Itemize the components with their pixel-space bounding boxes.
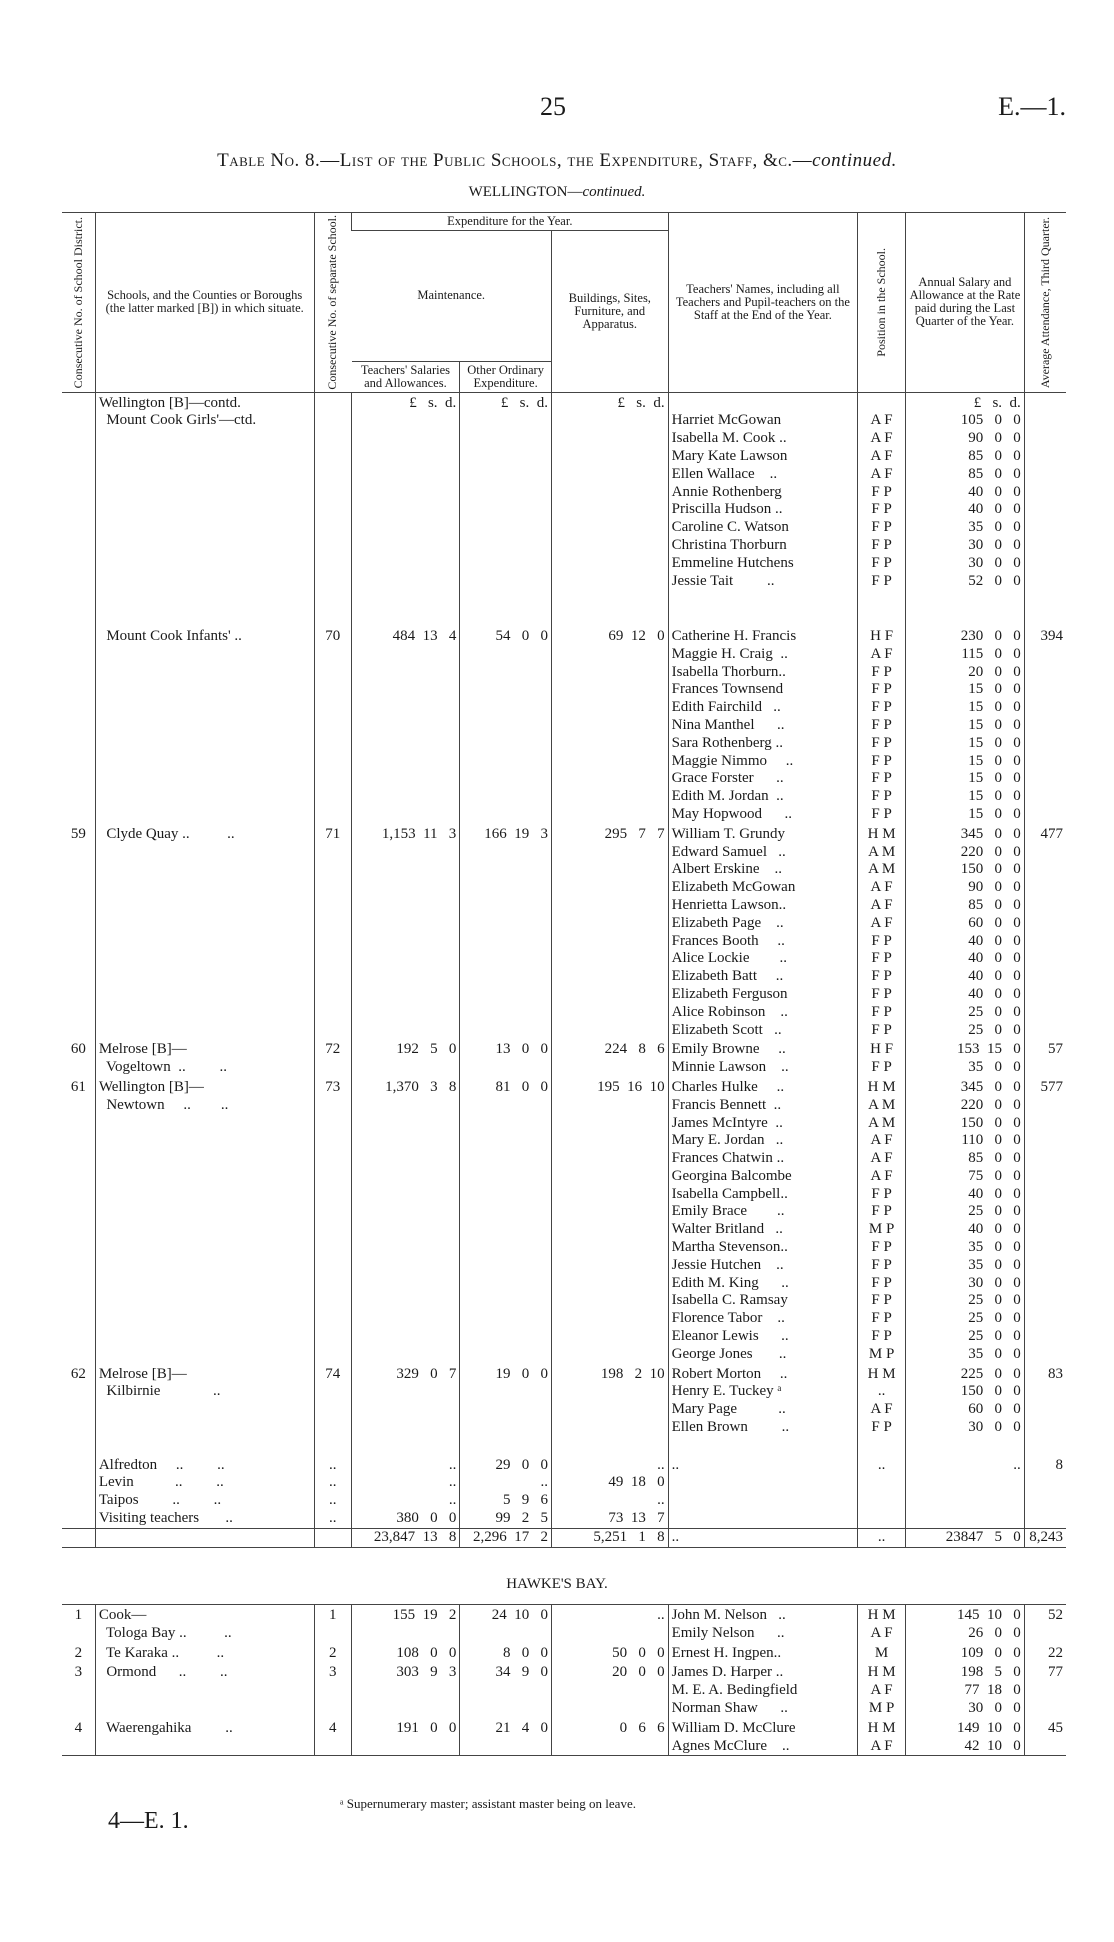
school-name-cell: Mount Cook Infants' ..: [95, 626, 314, 824]
school-name-cell: Wellington [B]— Newtown .. ..: [95, 1077, 314, 1364]
position-cell: H F F P: [858, 1039, 906, 1077]
table-row: [62, 1077, 1066, 1364]
total-attendance-cell: 8,243: [1024, 1528, 1066, 1547]
total-position-cell: ..: [858, 1528, 906, 1547]
attendance-cell: 83: [1024, 1364, 1066, 1437]
total-salary-cell: 23847 5 0: [906, 1528, 1025, 1547]
table-row: [62, 1643, 1066, 1663]
attendance-cell: 57: [1024, 1039, 1066, 1077]
district-no-cell: 62: [70, 1365, 86, 1382]
header-consec-school: Consecutive No. of separate School.: [314, 213, 351, 393]
school-no-cell: 72: [314, 1039, 351, 1077]
document-reference: E.—1.: [998, 92, 1066, 121]
teachers-salaries-cell: 191 0 0: [352, 1718, 460, 1756]
table-row: [62, 1662, 1066, 1717]
table-row: [62, 824, 1066, 1040]
other-expenditure-cell: 8 0 0: [460, 1643, 552, 1663]
table-row: [62, 1605, 1066, 1643]
other-expenditure-cell: 54 0 0: [460, 626, 552, 824]
school-no-cell: 4: [314, 1718, 351, 1756]
buildings-cell: 198 2 10: [551, 1364, 668, 1437]
wellington-table: [62, 212, 1066, 1548]
position-cell: H M A M A M A F A F A F F P F P F P F P F P F P: [858, 824, 906, 1040]
district-no-cell: [62, 1437, 95, 1528]
position-cell: H M A M A M A F A F A F F P F P M P F P F P F P F P F P F P M P: [858, 1077, 906, 1364]
salary-cell: 149 10 0 42 10 0: [906, 1718, 1025, 1756]
total-teacher-names-cell: ..: [668, 1528, 858, 1547]
teacher-names-cell: Catherine H. Francis Maggie H. Craig .. Isabella Thorburn.. Frances Townsend Edith Fairchild .. Nina Manthel .. Sara Rothenberg .. Maggie Nimmo .. Grace Forster .. Edith M. Jordan .. May Hopwood ..: [668, 626, 858, 824]
school-no-cell: 70: [314, 626, 351, 824]
school-name-cell: Cook— Tologa Bay .. ..: [95, 1605, 314, 1643]
salary-cell: 230 0 0 115 0 0 20 0 0 15 0 0 15 0 0 15 0 0 15 0 0 15 0 0 15 0 0 15 0 0 15 0 0: [906, 626, 1025, 824]
header-maintenance: Maintenance.: [352, 231, 552, 362]
teacher-names-cell: John M. Nelson .. Emily Nelson ..: [668, 1605, 858, 1643]
district-subtitle: [0, 184, 1114, 201]
teacher-names-cell: Harriet McGowan Isabella M. Cook .. Mary Kate Lawson Ellen Wallace .. Annie Rothenberg Priscilla Hudson .. Caroline C. Watson Christina Thorburn Emmeline Hutchens Jessie Tait ..: [668, 392, 858, 626]
position-cell: H M A F: [858, 1605, 906, 1643]
salary-cell: 109 0 0: [906, 1643, 1025, 1663]
district-no-cell: 59: [70, 825, 86, 842]
buildings-cell: ..: [551, 1605, 668, 1643]
teachers-salaries-cell: 1,370 3 8: [352, 1077, 460, 1364]
table-title: [0, 150, 1114, 172]
other-expenditure-cell: 34 9 0: [460, 1662, 552, 1717]
other-expenditure-cell: 81 0 0: [460, 1077, 552, 1364]
teachers-salaries-cell: 329 0 7: [352, 1364, 460, 1437]
buildings-cell: £ s. d.: [551, 392, 668, 626]
salary-cell: 225 0 0 150 0 0 60 0 0 30 0 0: [906, 1364, 1025, 1437]
teacher-names-cell: ..: [668, 1437, 858, 1528]
footnote: ᵃ Supernumerary master; assistant master being on leave.: [340, 1796, 636, 1811]
teachers-salaries-cell: 108 0 0: [352, 1643, 460, 1663]
header-schools: Schools, and the Counties or Boroughs (the latter marked [B]) in which situate.: [95, 213, 314, 393]
salary-cell: 345 0 0 220 0 0 150 0 0 90 0 0 85 0 0 60 0 0 40 0 0 40 0 0 40 0 0 40 0 0 25 0 0 25 0 0: [906, 824, 1025, 1040]
salary-cell: 153 15 0 35 0 0: [906, 1039, 1025, 1077]
table-row: [62, 1364, 1066, 1437]
buildings-cell: .. 49 18 0 .. 73 13 7: [551, 1437, 668, 1528]
teachers-salaries-cell: 484 13 4: [352, 626, 460, 824]
school-name-cell: Alfredton .. .. Levin .. .. Taipos .. .. Visiting teachers ..: [95, 1437, 314, 1528]
header-buildings: Buildings, Sites, Furniture, and Apparatus.: [551, 231, 668, 393]
hawkes-bay-body: [62, 1605, 1066, 1756]
attendance-cell: 577: [1024, 1077, 1066, 1364]
total-row: [62, 1528, 1066, 1547]
district-continued: continued.: [582, 184, 646, 200]
buildings-cell: 224 8 6: [551, 1039, 668, 1077]
school-no-cell: [314, 392, 351, 626]
school-name-cell: Waerengahika ..: [95, 1718, 314, 1756]
buildings-cell: 0 6 6: [551, 1718, 668, 1756]
school-name-cell: Ormond .. ..: [95, 1662, 314, 1717]
teachers-salaries-cell: 303 9 3: [352, 1662, 460, 1717]
salary-cell: 145 10 0 26 0 0: [906, 1605, 1025, 1643]
position-cell: M: [858, 1643, 906, 1663]
buildings-cell: 295 7 7: [551, 824, 668, 1040]
table-header: [62, 213, 1066, 393]
salary-cell: 345 0 0 220 0 0 150 0 0 110 0 0 85 0 0 75 0 0 40 0 0 25 0 0 40 0 0 35 0 0 35 0 0 30 0 0 25 0 0 25 0 0 25 0 0 35 0 0: [906, 1077, 1025, 1364]
teacher-names-cell: Robert Morton .. Henry E. Tuckey ᵃ Mary Page .. Ellen Brown ..: [668, 1364, 858, 1437]
school-name-cell: Wellington [B]—contd. Mount Cook Girls'—ctd.: [95, 392, 314, 626]
attendance-cell: 45: [1024, 1718, 1066, 1756]
header-position: Position in the School.: [858, 213, 906, 393]
school-no-cell: 71: [314, 824, 351, 1040]
teacher-names-cell: Ernest H. Ingpen..: [668, 1643, 858, 1663]
teacher-names-cell: William T. Grundy Edward Samuel .. Albert Erskine .. Elizabeth McGowan Henrietta Lawson.. Elizabeth Page .. Frances Booth .. Alice Lockie .. Elizabeth Batt .. Elizabeth Ferguson Alice Robinson .. Elizabeth Scott ..: [668, 824, 858, 1040]
teacher-names-cell: William D. McClure Agnes McClure ..: [668, 1718, 858, 1756]
attendance-cell: 22: [1024, 1643, 1066, 1663]
position-cell: H M .. A F F P: [858, 1364, 906, 1437]
table-row: [62, 1718, 1066, 1756]
header-teacher-names: Teachers' Names, including all Teachers and Pupil-teachers on the Staff at the End of the Year.: [668, 213, 858, 393]
page-number: 25: [540, 92, 566, 121]
table-row: [62, 392, 1066, 626]
school-name-cell: Melrose [B]— Vogeltown .. ..: [95, 1039, 314, 1077]
table-title-main: Table No. 8.—List of the Public Schools, the Expenditure, Staff, &c.—: [217, 150, 813, 171]
teachers-salaries-cell: £ s. d.: [352, 392, 460, 626]
teacher-names-cell: Emily Browne .. Minnie Lawson ..: [668, 1039, 858, 1077]
salary-cell: ..: [906, 1437, 1025, 1528]
district-no-cell: 3: [74, 1664, 83, 1681]
school-no-cell: 73: [314, 1077, 351, 1364]
header-attendance: Average Attendance, Third Quarter.: [1024, 213, 1066, 393]
attendance-cell: 394: [1024, 626, 1066, 824]
position-cell: ..: [858, 1437, 906, 1528]
teachers-salaries-cell: .. .. .. 380 0 0: [352, 1437, 460, 1528]
district-no-cell: 2: [74, 1644, 83, 1661]
school-no-cell: 3: [314, 1662, 351, 1717]
salary-cell: £ s. d. 105 0 0 90 0 0 85 0 0 85 0 0 40 0 0 40 0 0 35 0 0 30 0 0 30 0 0 52 0 0: [906, 392, 1025, 626]
salary-cell: 198 5 0 77 18 0 30 0 0: [906, 1662, 1025, 1717]
table-title-continued: continued.: [812, 150, 897, 171]
attendance-cell: 477: [1024, 824, 1066, 1040]
district-no-cell: 4: [62, 1718, 95, 1756]
buildings-cell: 69 12 0: [551, 626, 668, 824]
table-row: [62, 626, 1066, 824]
attendance-cell: 8: [1024, 1437, 1066, 1528]
hawkes-bay-heading: HAWKE'S BAY.: [506, 1576, 608, 1592]
total-district-no-cell: [62, 1528, 95, 1547]
other-expenditure-cell: 21 4 0: [460, 1718, 552, 1756]
attendance-cell: 52: [1024, 1605, 1066, 1643]
header-teachers-salaries: Teachers' Salaries and Allowances.: [352, 361, 460, 392]
teacher-names-cell: Charles Hulke .. Francis Bennett .. James McIntyre .. Mary E. Jordan .. Frances Chatwin .. Georgina Balcombe Isabella Campbell.. Emily Brace .. Walter Britland .. Martha Stevenson.. Jessie Hutchen .. Edith M. King .. Isabella C. Ramsay Florence Tabor .. Eleanor Lewis .. George Jones ..: [668, 1077, 858, 1364]
teachers-salaries-cell: 155 19 2: [352, 1605, 460, 1643]
hawkes-bay-table: [62, 1604, 1066, 1756]
position-cell: H M A F: [858, 1718, 906, 1756]
buildings-cell: 195 16 10: [551, 1077, 668, 1364]
position-cell: H F A F F P F P F P F P F P F P F P F P F P: [858, 626, 906, 824]
attendance-cell: [1024, 392, 1066, 626]
position-cell: A F A F A F A F F P F P F P F P F P F P: [858, 392, 906, 626]
other-expenditure-cell: 166 19 3: [460, 824, 552, 1040]
footer-reference: 4—E. 1.: [108, 1808, 189, 1834]
total-teachers-salaries-cell: 23,847 13 8: [352, 1528, 460, 1547]
other-expenditure-cell: 19 0 0: [460, 1364, 552, 1437]
teachers-salaries-cell: 1,153 11 3: [352, 824, 460, 1040]
total-school-name-cell: [95, 1528, 314, 1547]
district-no-cell: 60: [70, 1041, 86, 1058]
other-expenditure-cell: 24 10 0: [460, 1605, 552, 1643]
header-consec-district: Consecutive No. of School District.: [62, 213, 95, 393]
header-expenditure: Expenditure for the Year.: [352, 213, 669, 231]
district-no-cell: [62, 392, 95, 626]
school-no-cell: .. .. .. ..: [314, 1437, 351, 1528]
wellington-body: [62, 392, 1066, 1547]
table-row: [62, 1437, 1066, 1528]
school-no-cell: 74: [314, 1364, 351, 1437]
buildings-cell: 50 0 0: [551, 1643, 668, 1663]
other-expenditure-cell: 13 0 0: [460, 1039, 552, 1077]
table-row: [62, 1039, 1066, 1077]
buildings-cell: 20 0 0: [551, 1662, 668, 1717]
district-no-cell: [62, 626, 95, 824]
school-name-cell: Melrose [B]— Kilbirnie ..: [95, 1364, 314, 1437]
school-no-cell: 2: [314, 1643, 351, 1663]
district-no-cell: 61: [70, 1078, 86, 1095]
school-name-cell: Te Karaka .. ..: [95, 1643, 314, 1663]
total-other-expenditure-cell: 2,296 17 2: [460, 1528, 552, 1547]
position-cell: H M A F M P: [858, 1662, 906, 1717]
teachers-salaries-cell: 192 5 0: [352, 1039, 460, 1077]
other-expenditure-cell: £ s. d.: [460, 392, 552, 626]
school-no-cell: 1: [314, 1605, 351, 1643]
total-school-no-cell: [314, 1528, 351, 1547]
teacher-names-cell: James D. Harper .. M. E. A. Bedingfield Norman Shaw ..: [668, 1662, 858, 1717]
total-buildings-cell: 5,251 1 8: [551, 1528, 668, 1547]
attendance-cell: 77: [1024, 1662, 1066, 1717]
other-expenditure-cell: 29 0 0 .. 5 9 6 99 2 5: [460, 1437, 552, 1528]
district-name: WELLINGTON—: [468, 184, 583, 200]
school-name-cell: Clyde Quay .. ..: [95, 824, 314, 1040]
district-no-cell: 1: [74, 1607, 83, 1623]
header-other-ordinary: Other Ordinary Expenditure.: [460, 361, 552, 392]
header-salary: Annual Salary and Allowance at the Rate paid during the Last Quarter of the Year.: [906, 213, 1025, 393]
